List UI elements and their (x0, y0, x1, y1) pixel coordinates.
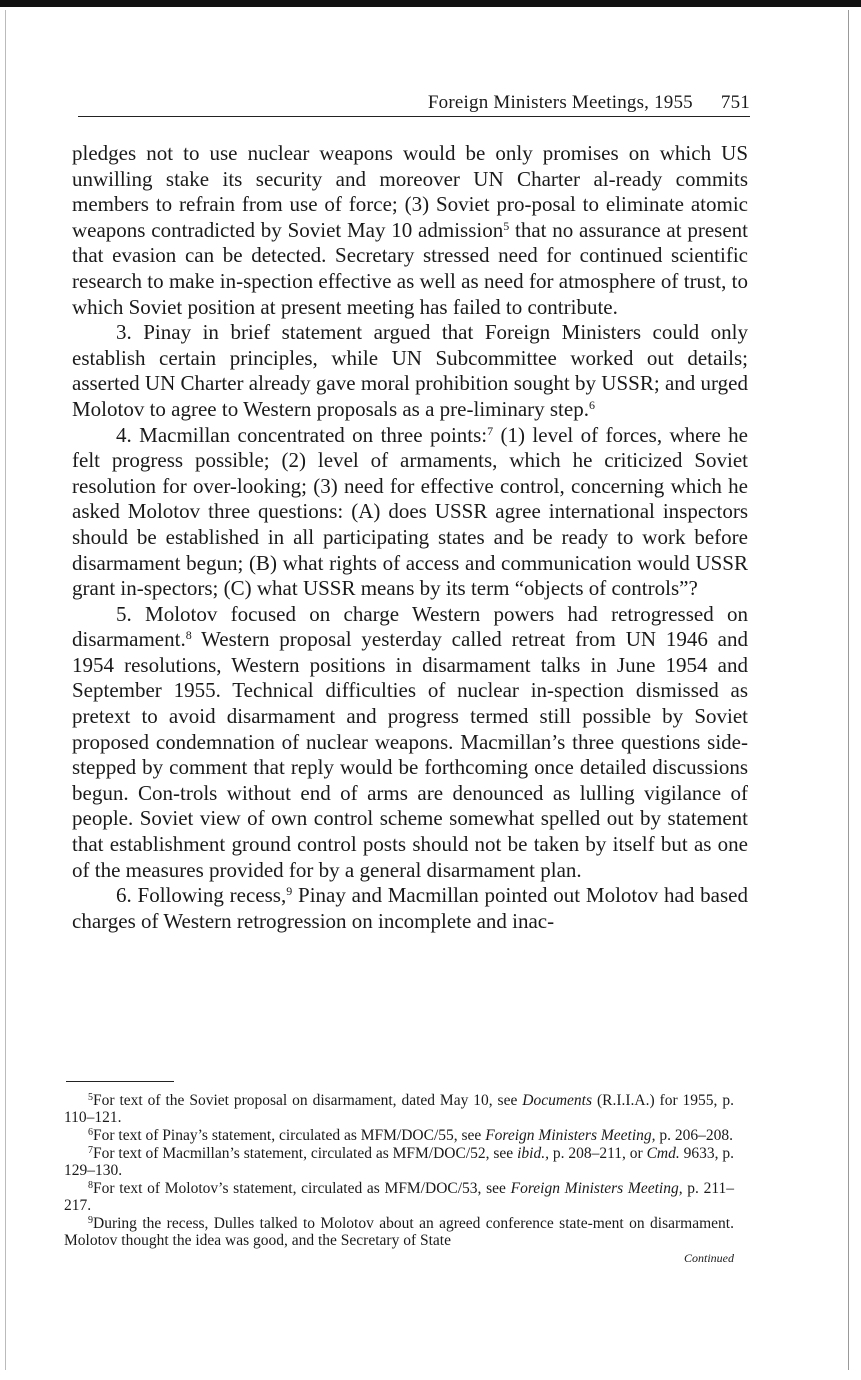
running-header (78, 90, 750, 117)
running-title: Foreign Ministers Meetings, 1955 (427, 92, 693, 113)
footnote-7: $^7$For text of Macmillan’s statement, circulated as MFM/DOC/52, see ibid., p. 208–211, or Cmd. 9633, p. 129–130. (64, 1145, 734, 1179)
footnote-ref-6: 6 (588, 397, 595, 412)
paragraph-4: 4. Macmillan concentrated on three points:$^7$ (1) level of forces, where he felt progress possible; (2) level of armaments, which he criticized Soviet resolution for over-looking; (3) need for effective control, concerning which he asked Molotov three questions: (A) does USSR agree international inspectors should be established in all participating states and be ready to work before disarmament begun; (B) what rights of access and communication would USSR grant in-spectors; (C) what USSR means by its term “objects of controls”? (72, 422, 748, 601)
paragraph-continuation: pledges not to use nuclear weapons would be only promises on which US unwilling stake its security and moreover UN Charter al-ready commits members to refrain from use of force; (3) Soviet pro-posal to eliminate atomic weapons contradicted by Soviet May 10 admission$^5$ that no assurance at present that evasion can be detected. Secretary stressed need for continued scientific research to make in-spection effective as well as need for atmosphere of trust, to which Soviet position at present meeting has failed to contribute. (72, 141, 748, 319)
scan-left-edge (5, 10, 6, 1370)
page-number: 751 (720, 92, 750, 113)
footnote-5: $^5$For text of the Soviet proposal on disarmament, dated May 10, see Documents (R.I.I.A.) for 1955, p. 110–121. (64, 1092, 734, 1126)
footnote-ref-7: 7 (487, 423, 494, 438)
continued-marker: Continued (684, 1251, 734, 1265)
footnotes (64, 1092, 734, 1267)
footnote-ref-9: 9 (286, 884, 293, 899)
footnote-ref-5: 5 (503, 218, 510, 233)
paragraph-6: 6. Following recess,$^9$ Pinay and Macmillan pointed out Molotov had based charges of Western retrogression on incomplete and inac- (72, 883, 748, 933)
paragraph-3: 3. Pinay in brief statement argued that Foreign Ministers could only establish certain principles, while UN Subcommittee worked out details; asserted UN Charter already gave moral prohibition sought by USSR; and urged Molotov to agree to Western proposals as a pre-liminary step.$^6$ (72, 320, 748, 421)
footnote-6: $^6$For text of Pinay’s statement, circulated as MFM/DOC/55, see Foreign Ministers Meeting, p. 206–208. (88, 1127, 734, 1144)
paragraph-5: 5. Molotov focused on charge Western powers had retrogressed on disarmament.$^8$ Western proposal yesterday called retreat from UN 1946 and 1954 resolutions, Western positions in disarmament talks in June 1954 and September 1955. Technical difficulties of nuclear in-spection dismissed as pretext to avoid disarmament and progress termed still possible by Soviet proposed condemnation of nuclear weapons. Macmillan’s three questions side-stepped by comment that reply would be forthcoming once detailed discussions begun. Con-trols without end of arms are denounced as lulling vigilance of people. Soviet view of own control scheme somewhat spelled out by statement that establishment ground control posts should not be taken by itself but as one of the measures provided for by a general disarmament plan. (72, 601, 748, 882)
footnote-divider (66, 1081, 174, 1082)
footnote-9: $^9$During the recess, Dulles talked to Molotov about an agreed conference state-ment on disarmament. Molotov thought the idea was good, and the Secretary of State (64, 1215, 734, 1249)
footnote-8: $^8$For text of Molotov’s statement, circulated as MFM/DOC/53, see Foreign Ministers Meeting, p. 211–217. (64, 1180, 735, 1214)
scan-top-border (0, 0, 861, 7)
scan-right-edge (848, 10, 849, 1370)
main-text (72, 141, 748, 934)
footnote-ref-8: 8 (185, 628, 192, 643)
